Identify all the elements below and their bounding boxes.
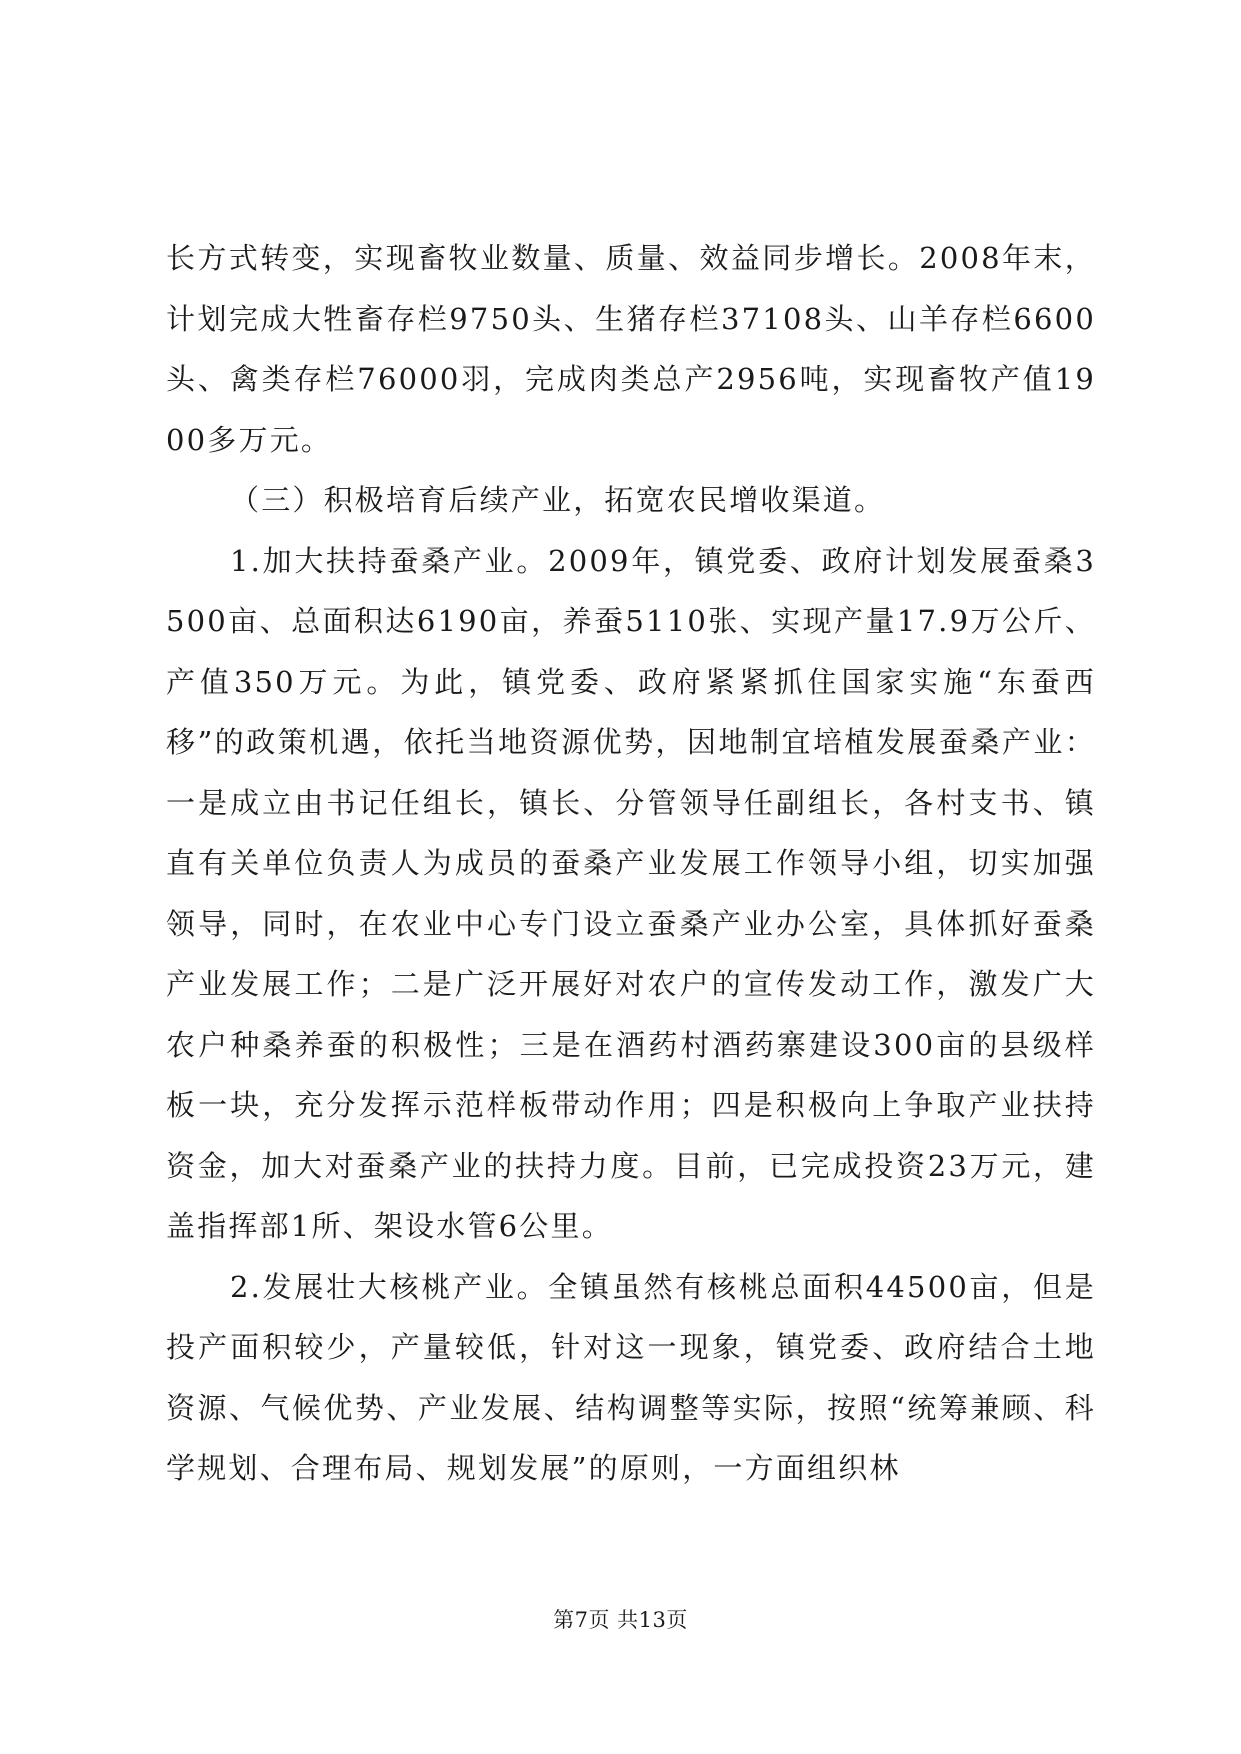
document-body — [166, 228, 1096, 1499]
paragraph-walnut: 2.发展壮大核桃产业。全镇虽然有核桃总面积44500亩，但是投产面积较少，产量较低，针对这一现象，镇党委、政府结合土地资源、气候优势、产业发展、结构调整等实际，按照“统筹兼顾、科学规划、合理布局、规划发展”的原则，一方面组织林 — [166, 1269, 1096, 1485]
paragraph-continued-livestock: 长方式转变，实现畜牧业数量、质量、效益同步增长。2008年末，计划完成大牲畜存栏9750头、生猪存栏37108头、山羊存栏6600头、禽类存栏76000羽，完成肉类总产2956吨，实现畜牧产值1900多万元。 — [166, 241, 1096, 457]
paragraph-sericulture: 1.加大扶持蚕桑产业。2009年，镇党委、政府计划发展蚕桑3500亩、总面积达6190亩，养蚕5110张、实现产量17.9万公斤、产值350万元。为此，镇党委、政府紧紧抓住国家实施“东蚕西移”的政策机遇，依托当地资源优势，因地制宜培植发展蚕桑产业：一是成立由书记任组长，镇长、分管领导任副组长，各村支书、镇直有关单位负责人为成员的蚕桑产业发展工作领导小组，切实加强领导，同时，在农业中心专门设立蚕桑产业办公室，具体抓好蚕桑产业发展工作；二是广泛开展好对农户的宣传发动工作，激发广大农户种桑养蚕的积极性；三是在酒药村酒药寨建设300亩的县级样板一块，充分发挥示范样板带动作用；四是积极向上争取产业扶持资金，加大对蚕桑产业的扶持力度。目前，已完成投资23万元，建盖指挥部1所、架设水管6公里。 — [166, 543, 1096, 1243]
page-footer: 第7页 共13页 — [553, 1608, 688, 1632]
section-heading-3: （三）积极培育后续产业，拓宽农民增收渠道。 — [230, 483, 886, 517]
